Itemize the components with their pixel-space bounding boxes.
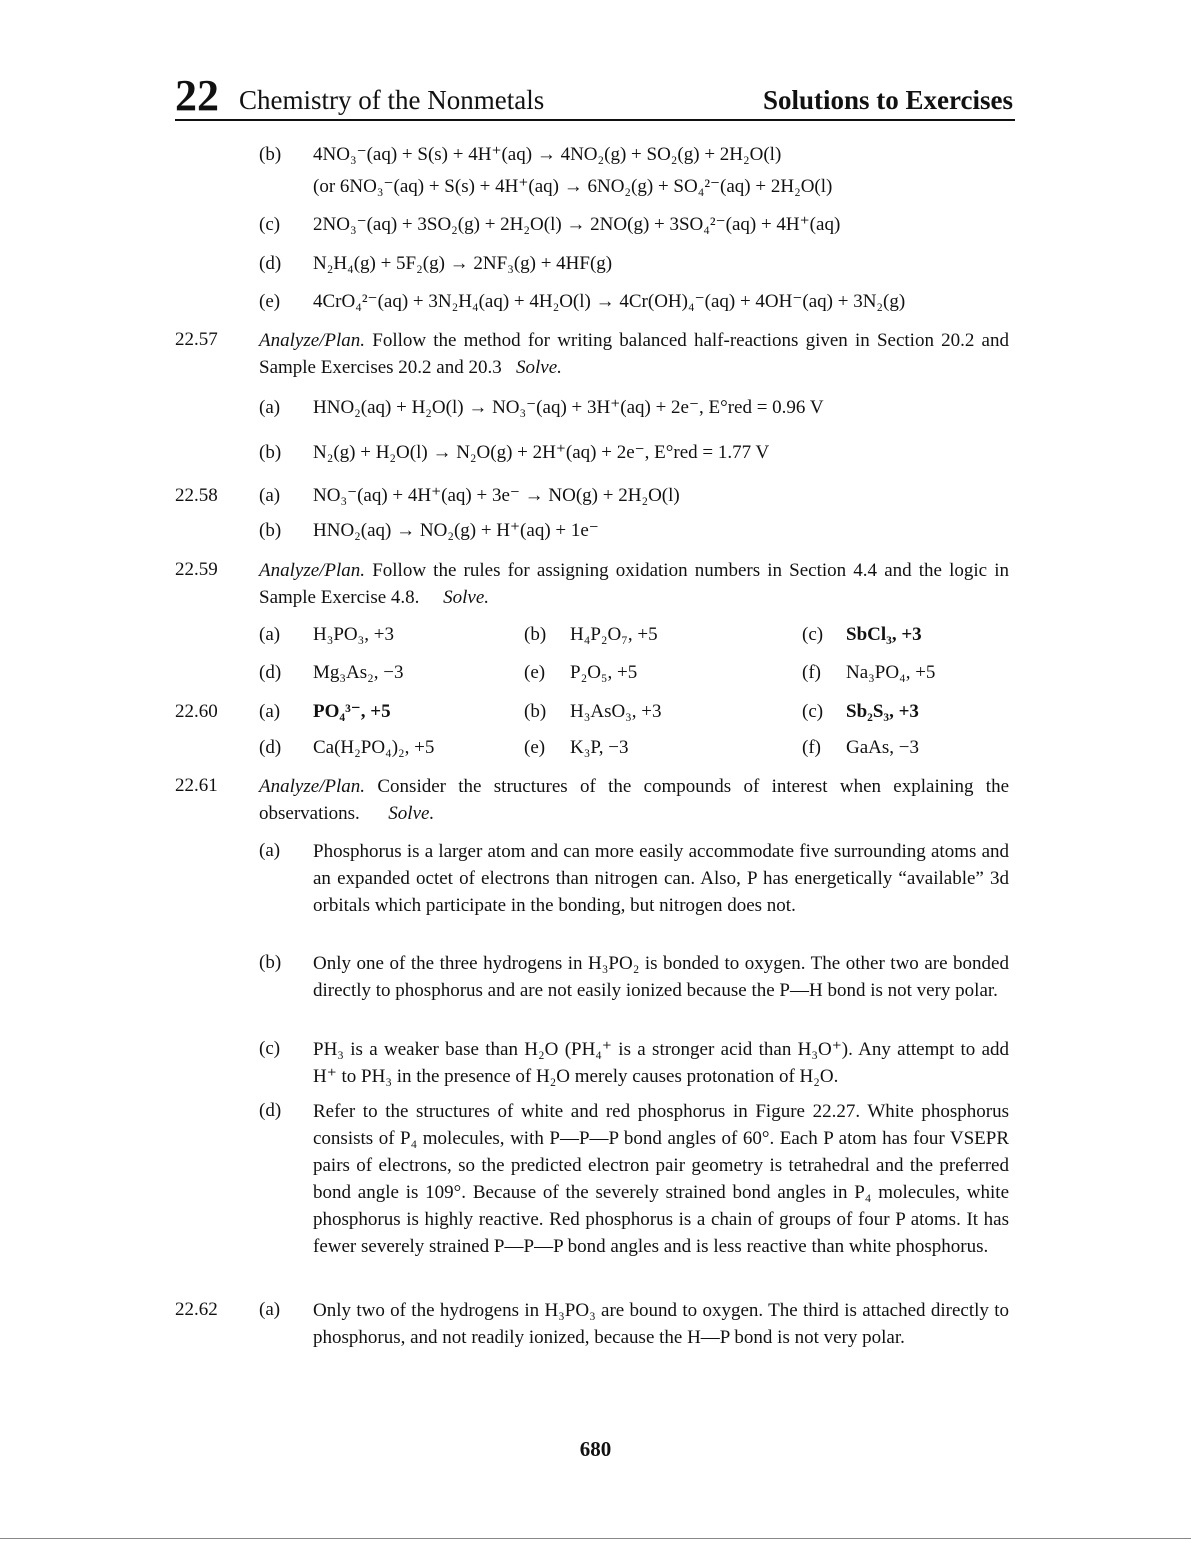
page-number: 680 <box>579 1437 612 1461</box>
section-title: Solutions to Exercises <box>762 85 1013 115</box>
item-label: (c) <box>259 1038 281 1059</box>
chapter-title: Chemistry of the Nonmetals <box>239 85 545 115</box>
item-label: (a) <box>259 840 281 861</box>
intro-text: Follow the method for writing balanced half-reactions given in Section 20.2 and Sample Exercises 20.2 and 20.3 <box>259 330 1009 378</box>
answer-value: P₂O₅, +5 <box>570 662 638 683</box>
exercise-number: 22.58 <box>175 485 218 506</box>
answer-value: H₄P₂O₇, +5 <box>570 624 658 645</box>
page-header <box>175 72 1015 120</box>
solve-label: Solve. <box>443 587 490 608</box>
item-label: (b) <box>259 144 282 165</box>
solve-label: Solve. <box>388 803 435 824</box>
exercise-number: 22.60 <box>175 701 218 722</box>
answer-paragraph: Phosphorus is a larger atom and can more easily accommodate five surrounding atoms and an expanded octet of electrons than nitrogen can. Also, P has energetically “available” 3d orbitals which participate in the bonding, but nitrogen does not. <box>313 841 1009 916</box>
answer-value: H₃AsO₃, +3 <box>570 701 662 722</box>
exercise-number: 22.62 <box>175 1299 218 1320</box>
item-label: (d) <box>259 662 282 683</box>
equation: N₂H₄(g) + 5F₂(g) → 2NF₃(g) + 4HF(g) <box>313 253 613 274</box>
answer-paragraph: Only two of the hydrogens in H₃PO₃ are bound to oxygen. The third is attached directly to phosphorus, and not readily ionized, because the H—P bond is not very polar. <box>313 1300 1009 1348</box>
answer-paragraph: Only one of the three hydrogens in H₃PO₂ is bonded to oxygen. The other two are bonded directly to phosphorus and are not easily ionized because the P—H bond is not very polar. <box>313 953 1009 1001</box>
answer-value: SbCl₃, +3 <box>846 624 922 645</box>
item-label: (a) <box>259 1299 281 1320</box>
answer-paragraph: Refer to the structures of white and red phosphorus in Figure 22.27. White phosphorus consists of P₄ molecules, with P—P—P bond angles of 60°. Each P atom has four VSEPR pairs of electrons, so the predicted electron pair geometry is tetrahedral and the preferred bond angle is 109°. Because of the severely strained bond angles in P₄ molecules, white phosphorus is highly reactive. Red phosphorus is a chain of groups of four P atoms. It has fewer severely strained P—P—P bond angles and is less reactive than white phosphorus. <box>313 1101 1009 1257</box>
answer-value: K₃P, −3 <box>570 737 629 758</box>
answer-value: Na₃PO₄, +5 <box>846 662 936 683</box>
item-label: (d) <box>259 253 282 274</box>
exercise-intro <box>259 773 1009 827</box>
item-label: (a) <box>259 485 281 506</box>
answer-paragraph: PH₃ is a weaker base than H₂O (PH₄⁺ is a stronger acid than H₃O⁺). Any attempt to add H⁺ to PH₃ in the presence of H₂O merely causes protonation of H₂O. <box>313 1039 1009 1087</box>
equation: N₂(g) + H₂O(l) → N₂O(g) + 2H⁺(aq) + 2e⁻, E°red = 1.77 V <box>313 442 770 463</box>
exercise-number: 22.59 <box>175 559 218 580</box>
item-label: (f) <box>802 737 821 758</box>
equation: NO₃⁻(aq) + 4H⁺(aq) + 3e⁻ → NO(g) + 2H₂O(l) <box>313 485 680 506</box>
item-label: (a) <box>259 624 281 645</box>
exercise-intro <box>259 327 1009 381</box>
answer-value: Mg₃As₂, −3 <box>313 662 404 683</box>
equation: HNO₂(aq) → NO₂(g) + H⁺(aq) + 1e⁻ <box>313 520 599 541</box>
analyze-label: Analyze/Plan. <box>259 560 366 581</box>
header-rule <box>175 119 1015 121</box>
equation: (or 6NO₃⁻(aq) + S(s) + 4H⁺(aq) → 6NO₂(g) + SO₄²⁻(aq) + 2H₂O(l) <box>313 176 833 197</box>
equation: 4CrO₄²⁻(aq) + 3N₂H₄(aq) + 4H₂O(l) → 4Cr(OH)₄⁻(aq) + 4OH⁻(aq) + 3N₂(g) <box>313 291 906 312</box>
answer-value: PO₄³⁻, +5 <box>313 701 391 722</box>
item-label: (b) <box>524 701 547 722</box>
item-label: (e) <box>524 737 546 758</box>
item-label: (a) <box>259 701 281 722</box>
intro-text: Follow the rules for assigning oxidation numbers in Section 4.4 and the logic in Sample Exercise 4.8. <box>259 560 1010 608</box>
item-label: (e) <box>524 662 546 683</box>
solve-label: Solve. <box>515 357 562 378</box>
item-label: (e) <box>259 291 281 312</box>
chapter-number: 22 <box>175 71 219 120</box>
analyze-label: Analyze/Plan. <box>259 776 366 797</box>
item-label: (d) <box>259 1100 282 1121</box>
answer-value: Ca(H₂PO₄)₂, +5 <box>313 737 435 758</box>
item-label: (b) <box>259 442 282 463</box>
intro-text: Consider the structures of the compounds of interest when explaining the observations. <box>259 776 1010 824</box>
exercise-number: 22.61 <box>175 775 218 796</box>
item-label: (b) <box>259 952 282 973</box>
item-label: (c) <box>259 214 281 235</box>
answer-value: GaAs, −3 <box>846 737 919 758</box>
scan-edge <box>0 1538 1191 1539</box>
analyze-label: Analyze/Plan. <box>259 330 366 351</box>
item-label: (c) <box>802 624 824 645</box>
equation: HNO₂(aq) + H₂O(l) → NO₃⁻(aq) + 3H⁺(aq) + 2e⁻, E°red = 0.96 V <box>313 397 824 418</box>
exercise-number: 22.57 <box>175 329 218 350</box>
item-label: (b) <box>524 624 547 645</box>
answer-value: H₃PO₃, +3 <box>313 624 394 645</box>
equation: 2NO₃⁻(aq) + 3SO₂(g) + 2H₂O(l) → 2NO(g) + 3SO₄²⁻(aq) + 4H⁺(aq) <box>313 214 841 235</box>
item-label: (f) <box>802 662 821 683</box>
exercise-intro <box>259 557 1009 611</box>
answer-value: Sb₂S₃, +3 <box>846 701 919 722</box>
item-label: (c) <box>802 701 824 722</box>
item-label: (a) <box>259 397 281 418</box>
item-label: (b) <box>259 520 282 541</box>
equation: 4NO₃⁻(aq) + S(s) + 4H⁺(aq) → 4NO₂(g) + SO₂(g) + 2H₂O(l) <box>313 144 782 165</box>
item-label: (d) <box>259 737 282 758</box>
